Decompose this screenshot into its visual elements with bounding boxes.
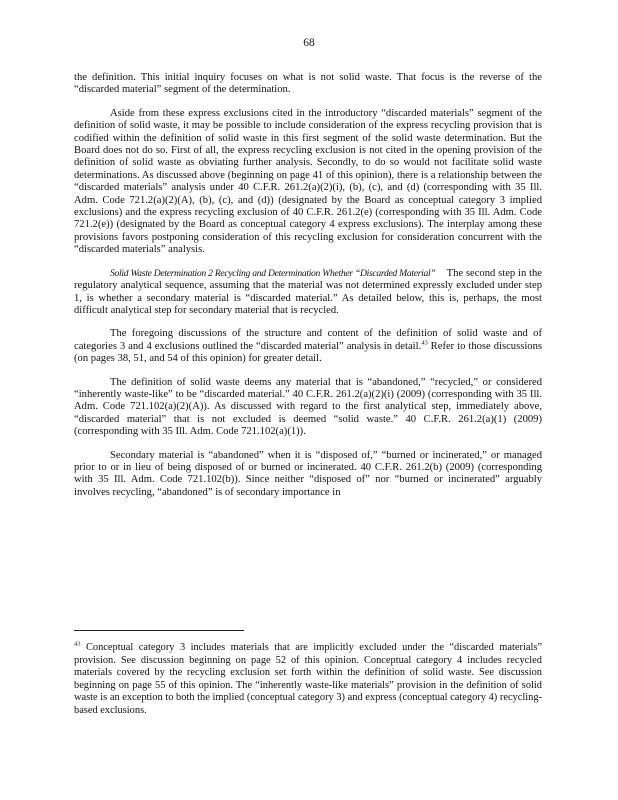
section-paragraph — [74, 268, 542, 318]
footnote-text: Conceptual category 3 includes materials that are implicitly excluded under the “discarded materials” provision. See discussion beginning on page 52 of this opinion. Conceptual category 4 includes recycled materials covered by the recycling exclusion set forth within the definition of solid waste. See discussion beginning on page 55 of this opinion. The “inherently waste-like materials” provision in the definition of solid waste is an exception to both the implied (conceptual category 3) and express (conceptual category 4) recycling-based exclusions. — [74, 642, 542, 716]
paragraph-express-exclusions: Aside from these express exclusions cited in the introductory “discarded materials” segment of the definition of solid waste, it may be possible to include consideration of the express recycling provision that is codified within the definition of solid waste in this first segment of the solid waste determination. But the Board does not do so. First of all, the express recycling exclusion is not cited in the opening provision of the definition of solid waste as obviating further analysis. Secondly, to do so would not facilitate solid waste determinations. As discussed above (beginning on page 41 of this opinion), there is a relationship between the “discarded materials” analysis under 40 C.F.R. 261.2(a)(2)(i), (b), (c), and (d) (corresponding with 35 Ill. Adm. Code 721.2(a)(2)(A), (b), (c), and (d)) (designated by the Board as conceptual category 3 implied exclusions) and the express recycling exclusion of 40 C.F.R. 261.2(e) (corresponding with 35 Ill. Adm. Code 721.2(e)) (designated by the Board as conceptual category 4 express exclusions). The interplay among these provisions favors postponing consideration of this recycling exclusion for consideration concurrent with the “discarded materials” analysis. — [74, 107, 542, 256]
section-text: The second step in the regulatory analytical sequence, assuming that the material was not determined expressly excluded under step 1, is whether a secondary material is “discarded material.” As detailed below, this is, perhaps, the most difficult analytical step for secondary material that is recycled. — [74, 267, 542, 316]
page-number: 68 — [303, 37, 315, 49]
footnote-divider — [74, 630, 244, 631]
section-heading: Solid Waste Determination 2 Recycling and Determination Whether “Discarded Material” — [110, 267, 436, 279]
paragraph-foregoing — [74, 328, 542, 365]
paragraph-abandoned: Secondary material is “abandoned” when it is “disposed of,” “burned or incinerated,” or managed prior to or in lieu of being disposed of or burned or incinerated. 40 C.F.R. 261.2(b) (2009) (corresponding with 35 Ill. Adm. Code 721.102(b)). Since neither “disposed of” nor “burned or incinerated” arguably involves recycling, “abandoned” is of secondary importance in — [74, 449, 542, 498]
footnote-ref[interactable]: 43 — [421, 339, 428, 347]
paragraph-foregoing-tail: Refer to those discussions (on pages 38, 51, and 54 of this opinion) for greater detail. — [74, 340, 542, 365]
paragraph-foregoing-text: The foregoing discussions of the structure and content of the definition of solid waste and of categories 3 and 4 exclusions outlined the “discarded material” analysis in detail. — [74, 328, 542, 352]
paragraph-definition: The definition of solid waste deems any material that is “abandoned,” “recycled,” or considered “inherently waste-like” to be “discarded material.” 40 C.F.R. 261.2(a)(2)(i) (2009) (corresponding with 35 Ill. Adm. Code 721.102(a)(2)(A)). As discussed with regard to the first analytical step, immediately above, “discarded material” that is not excluded is deemed “solid waste.” 40 C.F.R. 261.2(a)(1) (2009) (corresponding with 35 Ill. Adm. Code 721.102(a)(1)). — [74, 376, 542, 438]
footnote-number: 43 — [74, 640, 81, 648]
body-text — [74, 72, 542, 510]
footnote — [74, 642, 542, 718]
paragraph-continuation: the definition. This initial inquiry focuses on what is not solid waste. That focus is the reverse of the “discarded material” segment of the determination. — [74, 72, 542, 96]
